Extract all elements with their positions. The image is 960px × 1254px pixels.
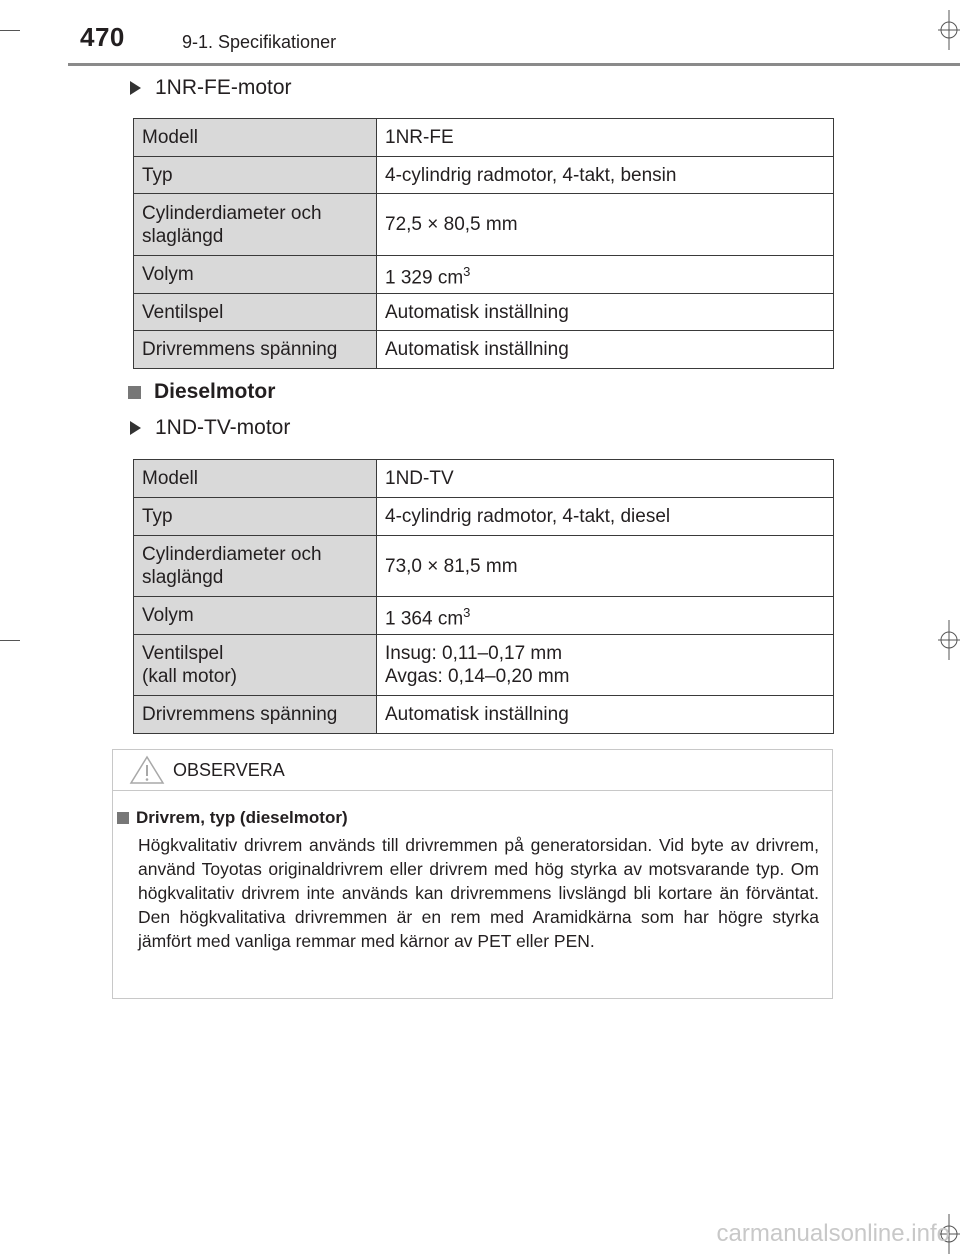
spec-value-text: 1 364 cm bbox=[385, 608, 464, 630]
spec-value bbox=[377, 635, 834, 696]
square-bullet-icon bbox=[128, 386, 141, 399]
page-number: 470 bbox=[80, 22, 125, 52]
spec-key bbox=[134, 194, 377, 256]
spec-value: 72,5 × 80,5 mm bbox=[377, 194, 834, 256]
spec-key-line: Ventilspel bbox=[142, 643, 224, 664]
table-row bbox=[134, 256, 834, 294]
spec-key bbox=[134, 635, 377, 696]
spec-key: Volym bbox=[134, 256, 377, 294]
spec-key-line: Cylinderdiameter och bbox=[142, 202, 322, 224]
warning-triangle-icon bbox=[129, 755, 165, 785]
table-row bbox=[134, 597, 834, 635]
notice-title: OBSERVERA bbox=[173, 759, 285, 780]
table-row bbox=[134, 331, 834, 369]
notice-subheading-label: Drivrem, typ (dieselmotor) bbox=[136, 808, 348, 827]
spec-table-1nd-tv bbox=[133, 459, 834, 734]
crop-mark bbox=[0, 30, 20, 31]
spec-value: Automatisk inställning bbox=[377, 294, 834, 331]
spec-key-line: slaglängd bbox=[142, 567, 224, 588]
watermark: carmanualsonline.info bbox=[716, 1220, 950, 1247]
spec-value: 73,0 × 81,5 mm bbox=[377, 536, 834, 597]
heading-dieselmotor bbox=[128, 380, 275, 404]
spec-key: Typ bbox=[134, 157, 377, 194]
table-row bbox=[134, 498, 834, 536]
spec-key-line: slaglängd bbox=[142, 225, 224, 247]
spec-key bbox=[134, 536, 377, 597]
spec-value-text: 1 329 cm bbox=[385, 267, 464, 289]
triangle-bullet-icon bbox=[130, 81, 141, 95]
spec-key-line: (kall motor) bbox=[142, 666, 238, 687]
subheading-1nr-fe bbox=[130, 76, 292, 100]
superscript: 3 bbox=[463, 604, 471, 620]
table-row bbox=[134, 460, 834, 498]
spec-value: 4-cylindrig radmotor, 4-takt, diesel bbox=[377, 498, 834, 536]
spec-table-1nr-fe bbox=[133, 118, 834, 369]
header-rule bbox=[68, 63, 960, 66]
subheading-1nd-tv bbox=[130, 416, 290, 440]
spec-value-line: Avgas: 0,14–0,20 mm bbox=[385, 666, 570, 687]
spec-key-line: Cylinderdiameter och bbox=[142, 544, 322, 565]
spec-key: Modell bbox=[134, 119, 377, 157]
spec-value-line: Insug: 0,11–0,17 mm bbox=[385, 643, 563, 664]
spec-value bbox=[377, 597, 834, 635]
notice-header bbox=[113, 750, 832, 791]
spec-key: Volym bbox=[134, 597, 377, 635]
heading-label: Dieselmotor bbox=[154, 380, 276, 403]
table-row bbox=[134, 696, 834, 734]
spec-key: Ventilspel bbox=[134, 294, 377, 331]
spec-value: Automatisk inställning bbox=[377, 331, 834, 369]
spec-value: 1ND-TV bbox=[377, 460, 834, 498]
subheading-label: 1NR-FE-motor bbox=[155, 76, 292, 99]
notice-body: Högkvalitativ drivrem används till drivremmen på generatorsidan. Vid byte av drivrem, använd Toyotas originaldrivrem eller drivrem med hög styrka av motsvarande typ. Om högkvalitativ drivrem inte används kan drivremmens livslängd bli kortare än förväntat. Den högkvalitativa drivremmen är en rem med Aramidkärna som har högre styrka jämfört med vanliga remmar med kärnor av PET eller PEN. bbox=[138, 835, 819, 951]
subheading-label: 1ND-TV-motor bbox=[155, 416, 291, 439]
notice-subheading bbox=[117, 808, 348, 828]
table-row bbox=[134, 536, 834, 597]
spec-key: Modell bbox=[134, 460, 377, 498]
triangle-bullet-icon bbox=[130, 421, 141, 435]
spec-value: 1NR-FE bbox=[377, 119, 834, 157]
spec-key: Typ bbox=[134, 498, 377, 536]
superscript: 3 bbox=[463, 263, 471, 279]
crop-mark bbox=[0, 640, 20, 641]
spec-key: Drivremmens spänning bbox=[134, 331, 377, 369]
spec-value: 4-cylindrig radmotor, 4-takt, bensin bbox=[377, 157, 834, 194]
table-row bbox=[134, 119, 834, 157]
section-title: 9-1. Specifikationer bbox=[182, 32, 337, 52]
spec-value bbox=[377, 256, 834, 294]
table-row bbox=[134, 635, 834, 696]
registration-mark-icon bbox=[938, 10, 960, 50]
table-row bbox=[134, 294, 834, 331]
notice-box bbox=[112, 749, 833, 999]
square-bullet-icon bbox=[117, 812, 129, 824]
spec-value: Automatisk inställning bbox=[377, 696, 834, 734]
spec-key: Drivremmens spänning bbox=[134, 696, 377, 734]
registration-mark-icon bbox=[938, 620, 960, 660]
table-row bbox=[134, 194, 834, 256]
table-row bbox=[134, 157, 834, 194]
